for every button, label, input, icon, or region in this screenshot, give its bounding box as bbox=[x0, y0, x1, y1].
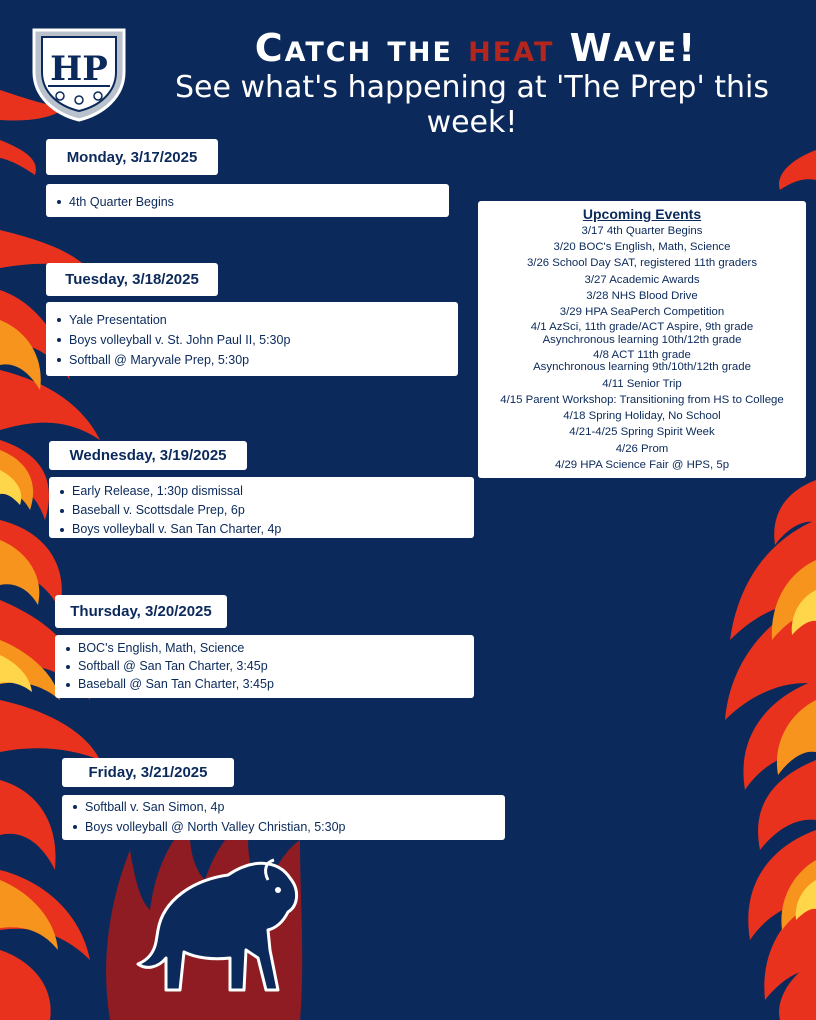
upcoming-event-item bbox=[478, 223, 806, 239]
event-item: Baseball @ San Tan Charter, 3:45p bbox=[65, 675, 464, 693]
upcoming-event-line: 3/28 NHS Blood Drive bbox=[586, 289, 698, 302]
upcoming-event-item bbox=[478, 457, 806, 473]
upcoming-event-item bbox=[478, 272, 806, 288]
upcoming-event-item bbox=[478, 304, 806, 320]
day-events-monday bbox=[46, 184, 449, 217]
upcoming-event-line: 3/26 School Day SAT, registered 11th graders bbox=[526, 257, 758, 270]
day-label-monday: Monday, 3/17/2025 bbox=[46, 139, 218, 175]
upcoming-event-item bbox=[478, 255, 806, 271]
event-item: BOC's English, Math, Science bbox=[65, 639, 464, 657]
event-item: Boys volleyball v. St. John Paul II, 5:30p bbox=[56, 330, 448, 350]
upcoming-event-line: 4/18 Spring Holiday, No School bbox=[563, 410, 721, 423]
upcoming-event-item bbox=[478, 408, 806, 424]
day-label-tuesday: Tuesday, 3/18/2025 bbox=[46, 263, 218, 296]
upcoming-event-line: 3/20 BOC's English, Math, Science bbox=[553, 241, 731, 254]
bison-mascot-icon bbox=[118, 840, 318, 1020]
event-item: Softball v. San Simon, 4p bbox=[72, 797, 495, 817]
svg-text:HP: HP bbox=[50, 49, 108, 89]
upcoming-events-list bbox=[478, 223, 806, 473]
upcoming-event-item bbox=[478, 239, 806, 255]
event-item: Baseball v. Scottsdale Prep, 6p bbox=[59, 501, 464, 520]
upcoming-event-line: 4/21-4/25 Spring Spirit Week bbox=[569, 426, 715, 439]
upcoming-event-item bbox=[478, 424, 806, 440]
page-title: Catch the heat Wave! bbox=[254, 26, 698, 70]
upcoming-event-line: Asynchronous learning 9th/10th/12th grade bbox=[533, 361, 751, 374]
upcoming-event-item bbox=[478, 441, 806, 457]
upcoming-event-line: Asynchronous learning 10th/12th grade bbox=[542, 333, 742, 346]
day-label-thursday: Thursday, 3/20/2025 bbox=[55, 595, 227, 628]
event-item: Boys volleyball @ North Valley Christian, 5:30p bbox=[72, 817, 495, 837]
upcoming-events-panel bbox=[478, 201, 806, 478]
upcoming-event-line: 4/15 Parent Workshop: Transitioning from HS to College bbox=[500, 394, 784, 407]
upcoming-event-item bbox=[478, 376, 806, 392]
upcoming-event-item bbox=[478, 348, 806, 376]
upcoming-event-line: 4/29 HPA Science Fair @ HPS, 5p bbox=[554, 458, 730, 471]
upcoming-event-line: 4/11 Senior Trip bbox=[602, 377, 682, 390]
page-subtitle: See what's happening at 'The Prep' this week! bbox=[174, 70, 769, 140]
event-item: Softball @ Maryvale Prep, 5:30p bbox=[56, 350, 448, 370]
upcoming-event-item bbox=[478, 320, 806, 348]
upcoming-events-title: Upcoming Events bbox=[582, 206, 702, 222]
day-label-wednesday: Wednesday, 3/19/2025 bbox=[49, 441, 247, 470]
day-label-friday: Friday, 3/21/2025 bbox=[62, 758, 234, 787]
upcoming-event-line: 4/26 Prom bbox=[615, 442, 669, 455]
day-events-friday bbox=[62, 795, 505, 840]
upcoming-event-item bbox=[478, 392, 806, 408]
event-item: Yale Presentation bbox=[56, 310, 448, 330]
day-events-thursday bbox=[55, 635, 474, 698]
event-item: Early Release, 1:30p dismissal bbox=[59, 482, 464, 501]
school-crest-logo bbox=[28, 22, 130, 122]
upcoming-event-line: 3/27 Academic Awards bbox=[584, 273, 700, 286]
upcoming-event-line: 3/29 HPA SeaPerch Competition bbox=[559, 306, 725, 319]
upcoming-event-line: 3/17 4th Quarter Begins bbox=[581, 225, 703, 237]
event-item: 4th Quarter Begins bbox=[56, 192, 439, 212]
upcoming-event-line: 4/1 AzSci, 11th grade/ACT Aspire, 9th grade bbox=[530, 321, 754, 334]
event-item: Softball @ San Tan Charter, 3:45p bbox=[65, 657, 464, 675]
upcoming-event-item bbox=[478, 288, 806, 304]
upcoming-event-line: 4/8 ACT 11th grade bbox=[593, 349, 691, 362]
day-events-tuesday bbox=[46, 302, 458, 376]
heat-word: heat bbox=[468, 26, 555, 70]
event-item: Boys volleyball v. San Tan Charter, 4p bbox=[59, 520, 464, 539]
day-events-wednesday bbox=[49, 477, 474, 538]
